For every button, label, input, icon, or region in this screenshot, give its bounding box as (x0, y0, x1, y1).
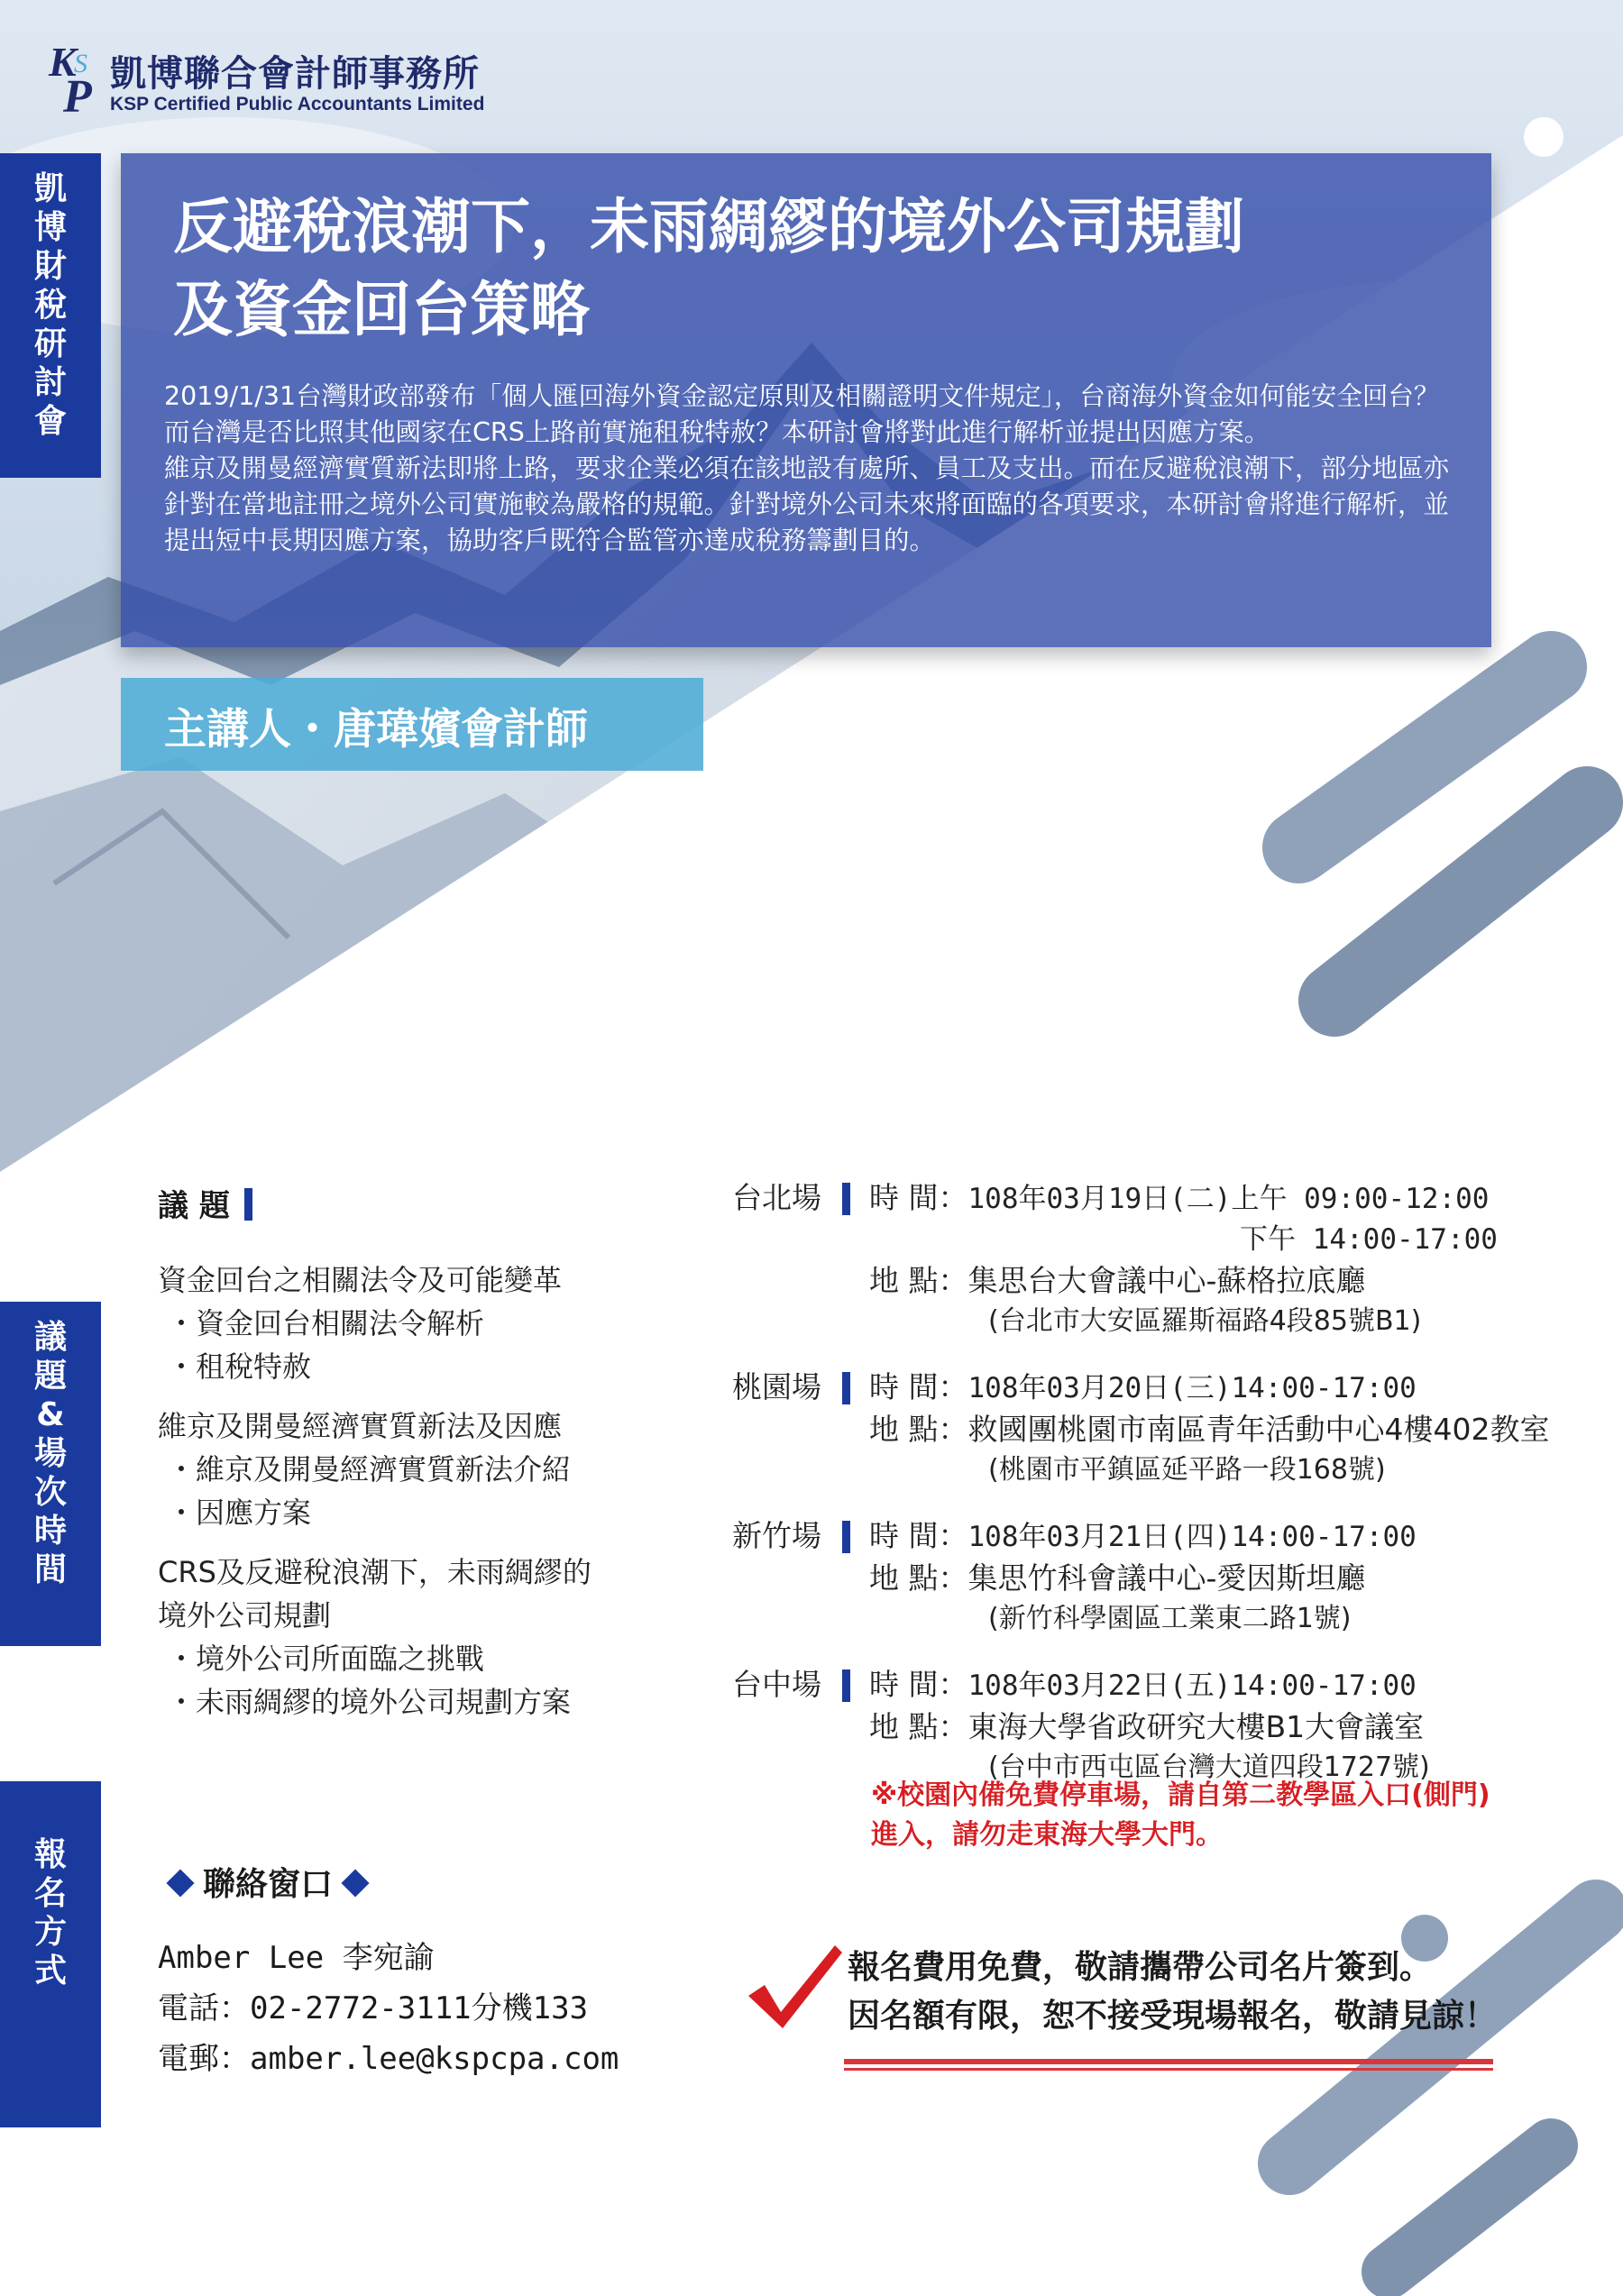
venue-place: 集思台大會議中心-蘇格拉底廳 (967, 1263, 1366, 1298)
venue-name: 桃園場 (732, 1369, 821, 1404)
contact-name: Amber Lee 李宛諭 (158, 1940, 435, 1976)
svg-text:P: P (63, 71, 92, 114)
topics-list (158, 1258, 663, 1740)
place-label: 地 點： (869, 1263, 968, 1298)
venue-place: 東海大學省政研究大樓B1大會議室 (967, 1709, 1425, 1744)
venue-place: 集思竹科會議中心-愛因斯坦廳 (967, 1560, 1366, 1596)
venue-time: 108年03月22日(五)14:00-17:00 (967, 1669, 1417, 1702)
venue-bar (842, 1183, 850, 1215)
venue-taoyuan (732, 1367, 1562, 1490)
time-label: 時 間： (869, 1667, 968, 1702)
venue-name: 台中場 (732, 1667, 821, 1702)
venue-address: (台中市西屯區台灣大道四段1727號) (988, 1752, 1430, 1783)
contact-phone: 電話：02-2772-3111分機133 (158, 1990, 589, 2026)
venue-time: 108年03月19日(二)上午 09:00-12:00 (967, 1183, 1490, 1215)
heading-bar (244, 1188, 252, 1221)
registration-line-2: 因名額有限，恕不接受現場報名，敬請見諒！ (848, 1998, 1498, 2035)
registration-note (848, 1944, 1497, 2041)
contact-info (158, 1933, 619, 2084)
venue-taipei (732, 1177, 1562, 1341)
side-tab-registration (0, 1781, 101, 2127)
topics-heading (158, 1181, 252, 1225)
title-line-2: 及資金回台策略 (173, 275, 590, 344)
venue-taichung (732, 1664, 1562, 1788)
venue-address: (台北市大安區羅斯福路4段85號B1) (988, 1305, 1422, 1337)
ksp-logo (47, 36, 103, 114)
topics-heading-label: 議 題 (158, 1188, 230, 1224)
diamond-icon (166, 1869, 194, 1897)
contact-email[interactable]: 電郵：amber.lee@kspcpa.com (158, 2041, 619, 2077)
speaker-name: 主講人・唐瑋嬪會計師 (164, 705, 588, 755)
time-label: 時 間： (869, 1180, 968, 1215)
place-label: 地 點： (869, 1412, 968, 1447)
svg-text:S: S (74, 49, 87, 78)
topic-group (158, 1404, 663, 1534)
venue-time: 108年03月21日(四)14:00-17:00 (967, 1521, 1417, 1553)
page-title (173, 186, 1453, 352)
topic-group (158, 1258, 663, 1388)
topic-item: ・未雨綢繆的境外公司規劃方案 (167, 1685, 572, 1719)
topic-item: ・因應方案 (167, 1496, 312, 1530)
title-line-1: 反避稅浪潮下，未雨綢繆的境外公司規劃 (173, 192, 1244, 261)
time-label: 時 間： (869, 1369, 968, 1404)
intro-paragraph-1: 2019/1/31台灣財政部發布「個人匯回海外資金認定原則及相關證明文件規定」，台商海外資金如何能安全回台？而台灣是否比照其他國家在CRS上路前實施租稅特赦？本研討會將對此進行解析並提出因應方案。 (164, 381, 1440, 447)
topic-item: ・維京及開曼經濟實質新法介紹 (167, 1452, 572, 1486)
registration-line-1: 報名費用免費，敬請攜帶公司名片簽到。 (848, 1949, 1433, 1986)
side-tab-registration-label: 報名方式 (33, 1836, 67, 1990)
contact-heading (158, 1859, 378, 1905)
place-label: 地 點： (869, 1560, 968, 1596)
topic-group (158, 1550, 663, 1724)
venue-hsinchu (732, 1515, 1562, 1639)
side-tab-topics-schedule-label: 議題&場次時間 (33, 1319, 67, 1588)
topic-title: 資金回台之相關法令及可能變革 (158, 1263, 563, 1297)
topic-title-cont: 境外公司規劃 (158, 1598, 332, 1633)
venue-bar (842, 1521, 850, 1553)
venue-bar (842, 1669, 850, 1702)
venue-address: (桃園市平鎮區延平路一段168號) (988, 1454, 1386, 1486)
side-tab-seminar-label: 凱博財稅研討會 (33, 170, 67, 440)
venue-time-2: 下午 14:00-17:00 (1240, 1223, 1498, 1256)
topic-item: ・資金回台相關法令解析 (167, 1306, 485, 1340)
topic-item: ・境外公司所面臨之挑戰 (167, 1642, 485, 1676)
brand-name-cn: 凱博聯合會計師事務所 (110, 53, 480, 95)
venue-bar (842, 1372, 850, 1404)
topic-item: ・租稅特赦 (167, 1349, 312, 1384)
topic-title: CRS及反避稅浪潮下，未雨綢繆的 (158, 1555, 591, 1589)
underline-divider (844, 2068, 1493, 2071)
schedule (732, 1177, 1562, 1813)
venue-place: 救國團桃園市南區青年活動中心4樓402教室 (967, 1412, 1550, 1447)
venue-time: 108年03月20日(三)14:00-17:00 (967, 1372, 1417, 1404)
brand-name-en: KSP Certified Public Accountants Limited (110, 94, 485, 114)
intro-text (164, 379, 1463, 559)
intro-paragraph-2: 維京及開曼經濟實質新法即將上路，要求企業必須在該地設有處所、員工及支出。而在反避稅浪潮下，部分地區亦針對在當地註冊之境外公司實施較為嚴格的規範。針對境外公司未來將面臨的各項要求，本研討會將進行解析，並提出短中長期因應方案，協助客戶既符合監管亦達成稅務籌劃目的。 (164, 453, 1450, 555)
venue-address: (新竹科學園區工業東二路1號) (988, 1603, 1352, 1634)
side-tab-topics-schedule (0, 1302, 101, 1646)
time-label: 時 間： (869, 1518, 968, 1553)
topic-title: 維京及開曼經濟實質新法及因應 (158, 1409, 563, 1443)
diamond-icon (341, 1869, 369, 1897)
venue-name: 新竹場 (732, 1518, 821, 1553)
place-label: 地 點： (869, 1709, 968, 1744)
venue-name: 台北場 (732, 1180, 821, 1215)
side-tab-seminar (0, 153, 101, 478)
underline-divider (844, 2059, 1493, 2064)
checkmark-icon (745, 1940, 844, 2030)
parking-note: ※校園內備免費停車場，請自第二教學區入口(側門)進入，請勿走東海大學大門。 (871, 1779, 1490, 1851)
svg-text:K: K (49, 39, 77, 85)
contact-heading-label: 聯絡窗口 (203, 1866, 334, 1903)
